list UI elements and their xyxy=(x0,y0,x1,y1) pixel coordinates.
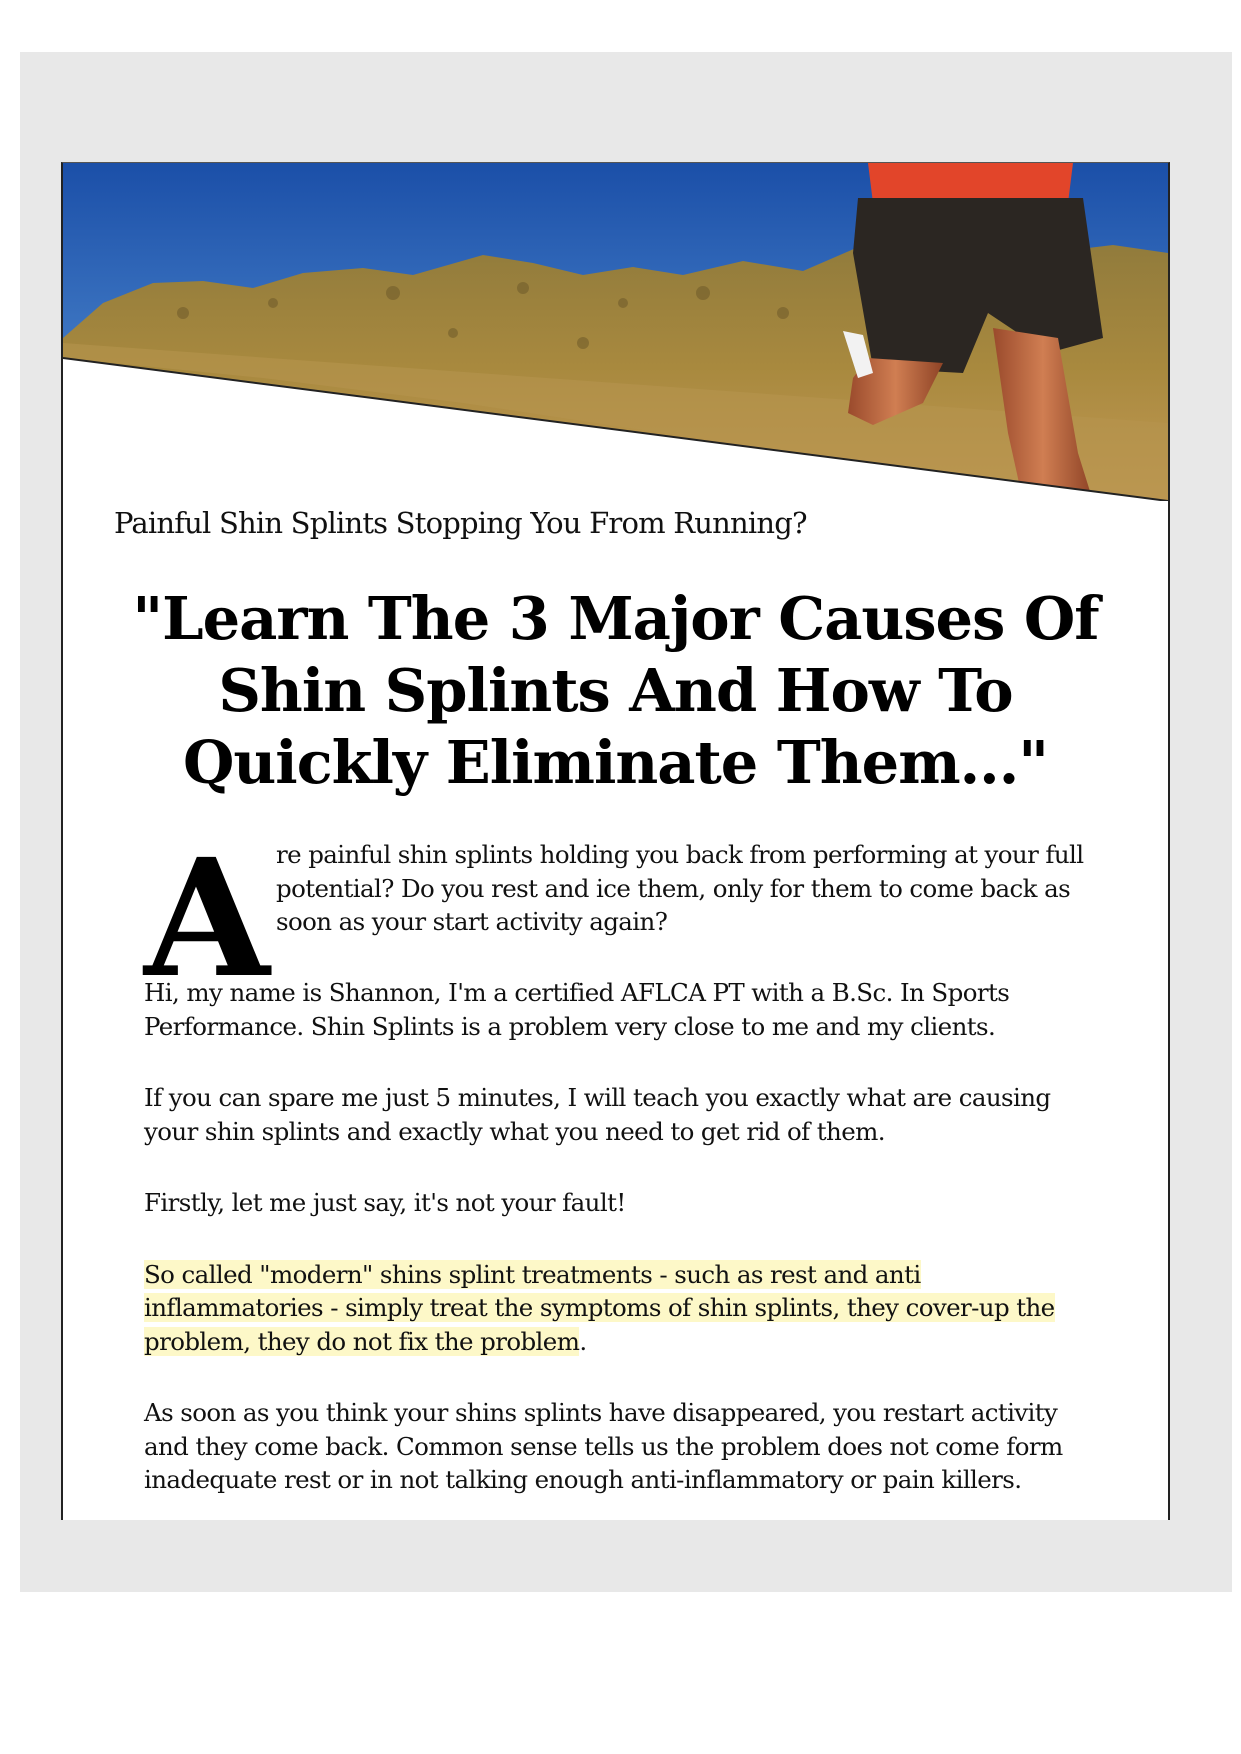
sales-letter-container xyxy=(61,162,1170,1520)
intro-text: re painful shin splints holding you back from performing at your full potential? Do you rest and ice them, only for them to come back as soon as your start activity again? xyxy=(276,840,1084,936)
paragraph-introduction: Hi, my name is Shannon, I'm a certified AFLCA PT with a B.Sc. In Sports Performance. Shin Splints is a problem very close to me and my clients. xyxy=(144,978,1010,1041)
highlighted-text-tail: . xyxy=(579,1326,587,1356)
runner-photo xyxy=(63,163,1168,501)
paragraph-promise: If you can spare me just 5 minutes, I will teach you exactly what are causing your shin splints and exactly what you need to get rid of them. xyxy=(144,1083,1051,1146)
dropcap-letter: A xyxy=(144,824,270,1014)
paragraph-common-sense: As soon as you think your shins splints have disappeared, you restart activity and they come back. Common sense tells us the problem does not come form inadequate rest or in not talking enough anti-inflammatory or pain killers. xyxy=(144,1398,1063,1494)
paragraph-highlighted xyxy=(144,1258,1094,1359)
body-copy xyxy=(144,824,1094,1535)
hero-banner xyxy=(63,163,1168,501)
page-headline: "Learn The 3 Major Causes Of Shin Splints And How To Quickly Eliminate Them..." xyxy=(132,584,1099,797)
highlighted-text: So called "modern" shins splint treatments - such as rest and anti inflammatories - simply treat the symptoms of shin splints, they cover-up the problem, they do not fix the problem xyxy=(144,1259,1055,1356)
pre-headline: Painful Shin Splints Stopping You From Running? xyxy=(114,506,807,540)
paragraph-not-your-fault: Firstly, let me just say, it's not your fault! xyxy=(144,1188,626,1217)
